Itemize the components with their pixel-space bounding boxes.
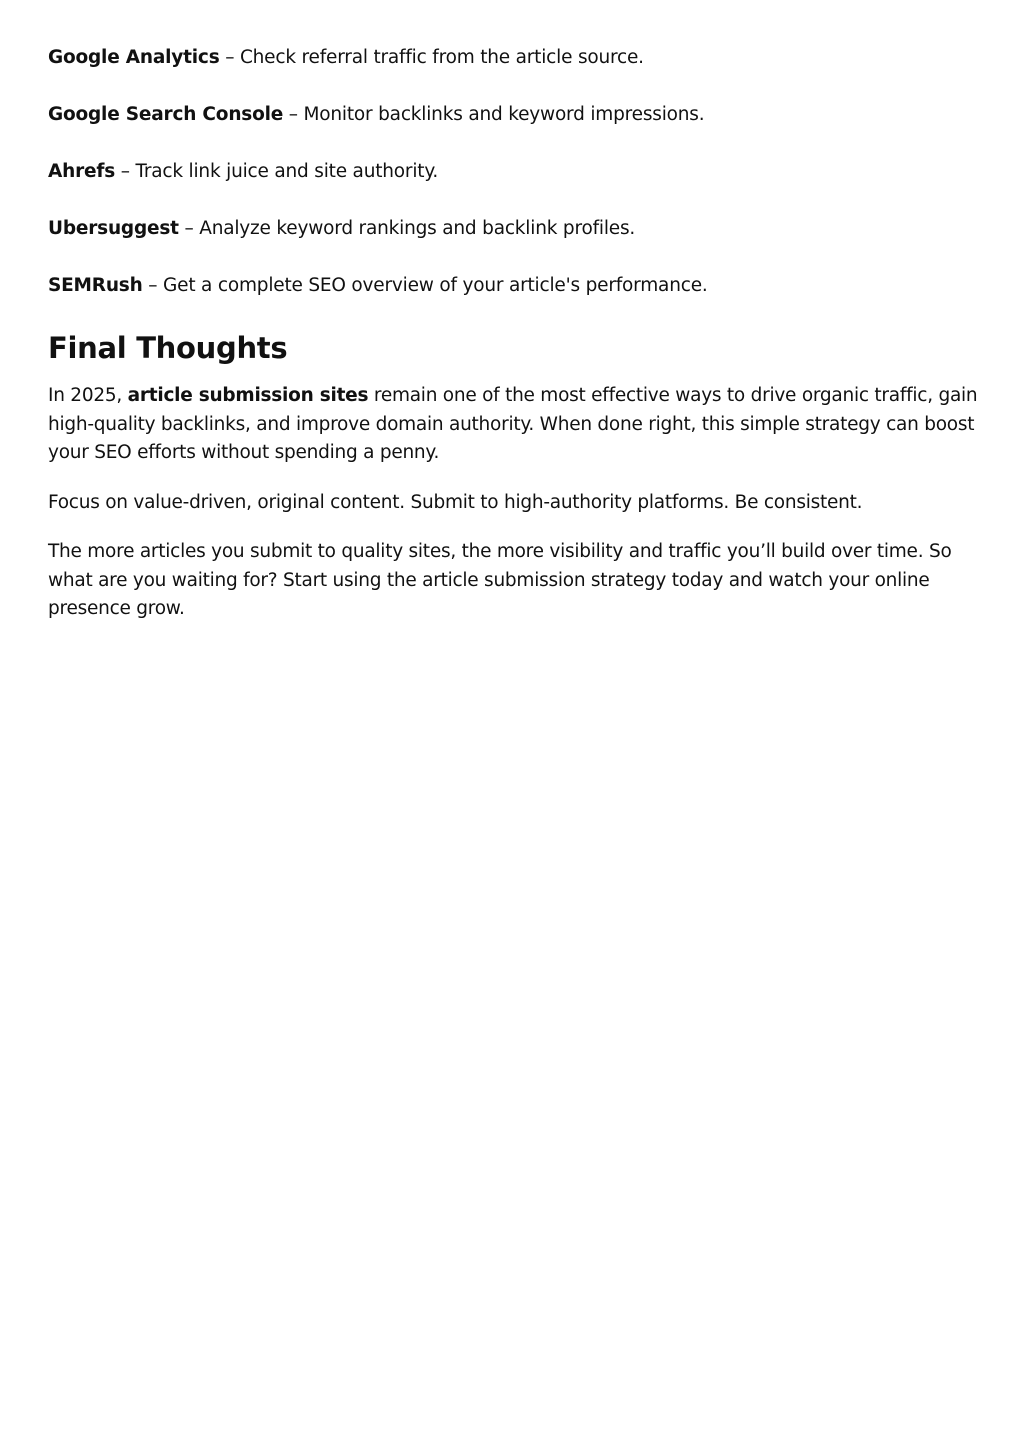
tool-name: Ubersuggest — [48, 218, 179, 239]
final-thoughts-heading: Final Thoughts — [48, 331, 288, 365]
tool-description: Monitor backlinks and keyword impressions. — [303, 104, 705, 125]
tool-description: Track link juice and site authority. — [135, 161, 439, 182]
tool-name: Ahrefs — [48, 161, 116, 182]
paragraph-text: remain one of the most effective ways to drive organic traffic, gain high-quality backlinks, and improve domain authority. When done right, this simple strategy can boost your SEO efforts without spending a penny. — [48, 385, 978, 463]
final-thoughts-paragraph-2: Focus on value-driven, original content. Submit to high-authority platforms. Be consistent. — [48, 491, 863, 513]
tool-name: Google Analytics — [48, 47, 220, 68]
tool-item-semrush — [48, 273, 976, 298]
final-thoughts-paragraph-3: The more articles you submit to quality sites, the more visibility and traffic you’ll build over time. So what are you waiting for? Start using the article submission strategy today and watch your online presence grow. — [48, 541, 952, 619]
tool-name: SEMRush — [48, 275, 143, 296]
paragraph-bold-phrase: article submission sites — [127, 385, 369, 406]
tool-description: Analyze keyword rankings and backlink profiles. — [199, 218, 636, 239]
final-thoughts-paragraph-1 — [48, 382, 978, 468]
tool-name: Google Search Console — [48, 104, 284, 125]
tool-item-ahrefs — [48, 159, 976, 184]
tool-item-google-analytics — [48, 45, 976, 70]
tool-separator: – — [142, 275, 163, 296]
tool-separator: – — [219, 47, 240, 68]
tool-separator: – — [178, 218, 200, 239]
tool-description: Get a complete SEO overview of your article's performance. — [163, 275, 708, 296]
tool-item-ubersuggest — [48, 216, 976, 241]
paragraph-text: In 2025, — [48, 385, 128, 406]
tool-description: Check referral traffic from the article source. — [239, 47, 644, 68]
tool-item-google-search-console — [48, 102, 976, 127]
tool-separator: – — [115, 161, 136, 182]
tool-separator: – — [283, 104, 304, 125]
